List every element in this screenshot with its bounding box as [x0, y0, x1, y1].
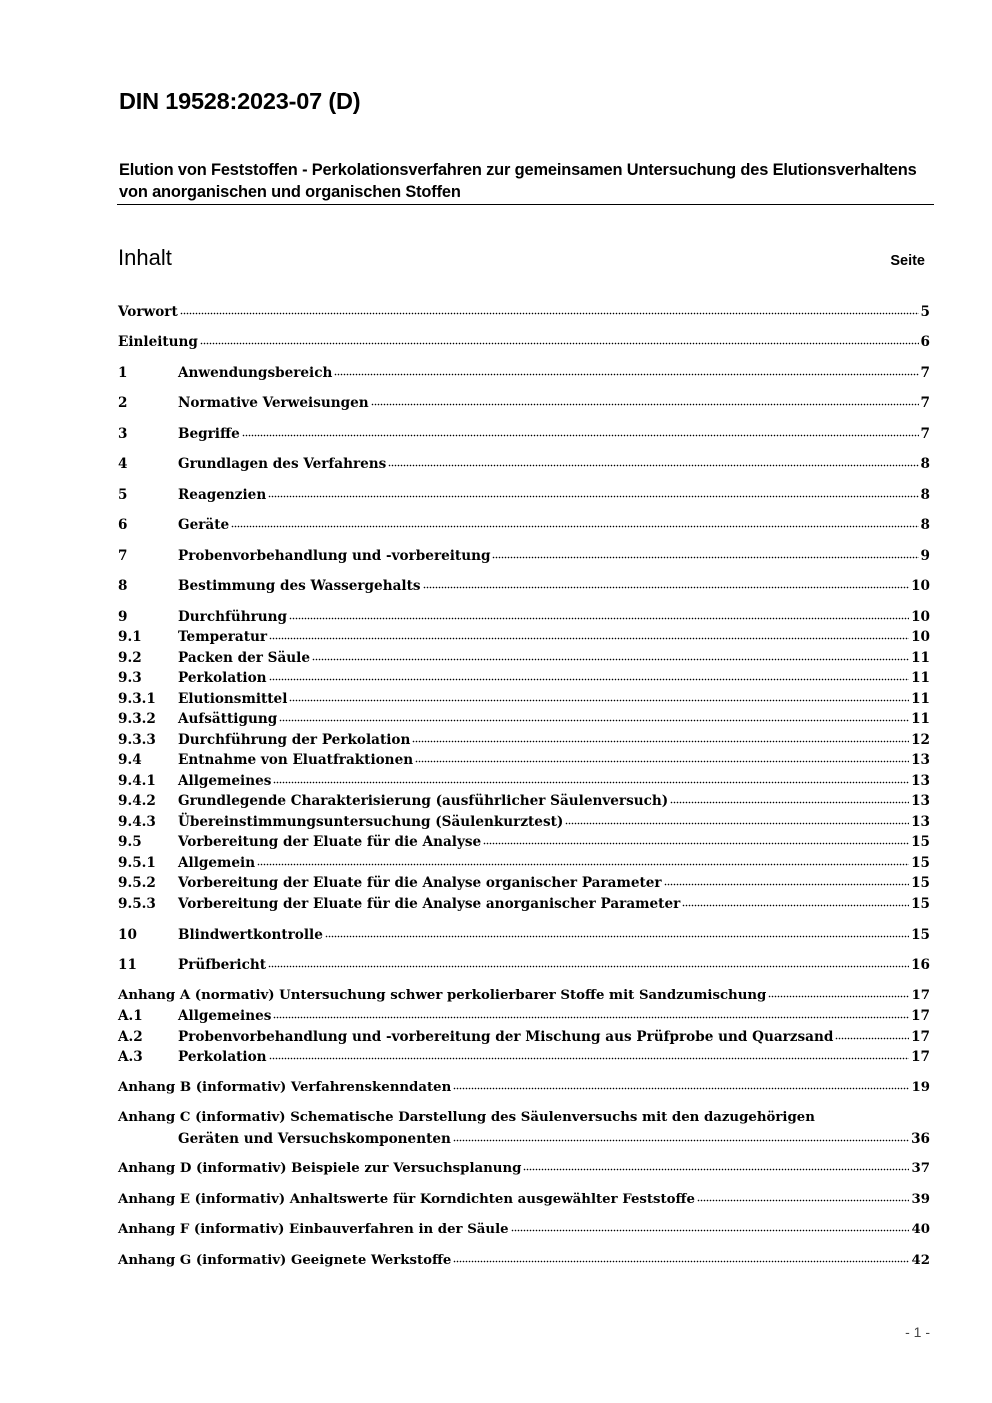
toc-entry-page: 11 [911, 711, 930, 727]
toc-entry-number: 4 [118, 456, 128, 472]
toc-entry[interactable] [178, 1129, 930, 1149]
toc-entry[interactable] [118, 454, 930, 474]
toc-dot-leader [312, 658, 909, 661]
toc-entry-title: Anhang B (informativ) Verfahrenskenndaten [118, 1080, 452, 1095]
toc-entry-title: Reagenzien [178, 487, 267, 503]
toc-entry[interactable] [118, 1159, 930, 1179]
toc-entry-page: 17 [911, 1008, 930, 1024]
toc-dot-leader [200, 342, 919, 345]
toc-entry-number: 8 [118, 578, 128, 594]
toc-entry-number: 11 [118, 957, 137, 973]
toc-entry-number: A.1 [118, 1008, 143, 1024]
toc-entry[interactable] [118, 955, 930, 975]
toc-entry-title: Durchführung der Perkolation [178, 732, 411, 748]
toc-entry-page: 17 [911, 1049, 930, 1065]
toc-entry[interactable] [118, 648, 930, 668]
toc-entry-page: 5 [920, 304, 930, 320]
toc-entry-page: 37 [911, 1161, 930, 1176]
toc-entry[interactable] [118, 424, 930, 444]
toc-entry-page: 10 [911, 629, 930, 645]
toc-entry-page: 7 [920, 426, 930, 442]
toc-entry-page: 17 [911, 1029, 930, 1045]
toc-entry-title: Anhang D (informativ) Beispiele zur Versuchsplanung [118, 1161, 522, 1176]
toc-entry[interactable] [118, 576, 930, 596]
toc-entry-title: Übereinstimmungsuntersuchung (Säulenkurztest) [178, 814, 564, 830]
toc-entry[interactable] [118, 771, 930, 791]
toc-entry-page: 7 [920, 365, 930, 381]
toc-entry-title: Begriffe [178, 426, 240, 442]
toc-dot-leader [371, 403, 919, 406]
toc-entry-page: 6 [920, 334, 930, 350]
toc-dot-leader [565, 822, 909, 825]
toc-dot-leader [664, 883, 909, 886]
toc-dot-leader [423, 586, 910, 589]
toc-entry-page: 15 [911, 927, 930, 943]
toc-dot-leader [289, 699, 909, 702]
toc-entry[interactable] [118, 873, 930, 893]
toc-entry-number: 9.4.3 [118, 814, 156, 830]
toc-entry-number: 3 [118, 426, 128, 442]
toc-dot-leader [412, 740, 909, 743]
toc-entry-page: 11 [911, 670, 930, 686]
toc-entry-title: Allgemeines [178, 1008, 272, 1024]
toc-dot-leader [453, 1087, 909, 1090]
toc-entry-title: Vorbereitung der Eluate für die Analyse anorganischer Parameter [178, 896, 681, 912]
toc-entry[interactable] [118, 986, 930, 1006]
toc-entry-page: 13 [911, 793, 930, 809]
toc-entry-title: Normative Verweisungen [178, 395, 369, 411]
toc-entry[interactable] [118, 485, 930, 505]
toc-entry[interactable] [118, 1220, 930, 1240]
toc-entry-page: 9 [920, 548, 930, 564]
toc-dot-leader [325, 935, 909, 938]
toc-entry-page: 13 [911, 773, 930, 789]
toc-entry-title: Bestimmung des Wassergehalts [178, 578, 421, 594]
toc-entry-title: Allgemein [178, 855, 256, 871]
toc-entry-title: Probenvorbehandlung und -vorbereitung der Mischung aus Prüfprobe und Quarzsand [178, 1029, 834, 1045]
toc-entry-number: 9.2 [118, 650, 142, 666]
toc-entry-page: 15 [911, 896, 930, 912]
toc-entry-page: 13 [911, 814, 930, 830]
toc-entry-number: 9.5 [118, 834, 142, 850]
toc-entry[interactable] [118, 607, 930, 627]
toc-entry-number: 9.3.2 [118, 711, 156, 727]
toc-entry-title: Vorbereitung der Eluate für die Analyse organischer Parameter [178, 875, 662, 891]
toc-entry[interactable] [118, 853, 930, 873]
toc-entry-title: Prüfbericht [178, 957, 267, 973]
toc-dot-leader [768, 995, 909, 998]
toc-entry-title: Perkolation [178, 1049, 267, 1065]
toc-entry-number: 2 [118, 395, 128, 411]
toc-entry-number: 9.5.3 [118, 896, 156, 912]
toc-dot-leader [269, 678, 910, 681]
toc-entry-title: Anhang G (informativ) Geeignete Werkstoffe [118, 1253, 452, 1268]
toc-entry[interactable] [118, 1047, 930, 1067]
toc-dot-leader [697, 1199, 910, 1202]
toc-dot-leader [453, 1139, 909, 1142]
toc-dot-leader [269, 637, 909, 640]
title-divider [117, 204, 934, 205]
toc-entry-page: 11 [911, 691, 930, 707]
toc-entry-page: 40 [911, 1222, 930, 1237]
toc-entry-page: 10 [911, 578, 930, 594]
toc-entry-title: Geräten und Versuchskomponenten [178, 1131, 451, 1147]
toc-entry-title: Anhang F (informativ) Einbauverfahren in der Säule [118, 1222, 509, 1237]
toc-entry-title: Geräte [178, 517, 230, 533]
toc-entry-number: A.2 [118, 1029, 143, 1045]
toc-dot-leader [242, 434, 919, 437]
toc-entry-number: 1 [118, 365, 128, 381]
toc-entry-page: 15 [911, 834, 930, 850]
toc-entry-number: 9.3 [118, 670, 142, 686]
toc-entry-number: 9.5.1 [118, 855, 156, 871]
toc-dot-leader [334, 373, 918, 376]
toc-entry-page: 16 [911, 957, 930, 973]
toc-entry-page: 8 [920, 517, 930, 533]
toc-dot-leader [415, 760, 909, 763]
toc-entry[interactable] [118, 393, 930, 413]
toc-entry-title: Allgemeines [178, 773, 272, 789]
toc-entry-number: 7 [118, 548, 128, 564]
toc-entry-number: 9.4.2 [118, 793, 156, 809]
toc-entry[interactable] [118, 302, 930, 322]
toc-entry-title: Vorwort [118, 304, 178, 320]
toc-entry-title: Anhang C (informativ) Schematische Darstellung des Säulenversuchs mit den dazugehörigen [118, 1110, 815, 1125]
toc-dot-leader [492, 556, 918, 559]
toc-entry[interactable] [118, 546, 930, 566]
toc-entry[interactable] [118, 1251, 930, 1271]
toc-entry-title: Elutionsmittel [178, 691, 288, 707]
toc-entry[interactable] [118, 1108, 930, 1128]
toc-dot-leader [511, 1229, 910, 1232]
toc-entry-title: Packen der Säule [178, 650, 310, 666]
toc-entry-page: 8 [920, 456, 930, 472]
toc-entry[interactable] [118, 515, 930, 535]
toc-entry-page: 17 [911, 988, 930, 1003]
toc-dot-leader [180, 312, 919, 315]
toc-entry-page: 11 [911, 650, 930, 666]
toc-entry-title: Anhang A (normativ) Untersuchung schwer perkolierbarer Stoffe mit Sandzumischung [118, 988, 767, 1003]
toc-entry-page: 13 [911, 752, 930, 768]
toc-entry-page: 39 [911, 1192, 930, 1207]
toc-dot-leader [388, 464, 918, 467]
toc-entry[interactable] [118, 791, 930, 811]
page-number: - 1 - [905, 1324, 930, 1340]
toc-entry-page: 42 [911, 1253, 930, 1268]
toc-entry-page: 10 [911, 609, 930, 625]
toc-entry-title: Vorbereitung der Eluate für die Analyse [178, 834, 482, 850]
toc-dot-leader [682, 904, 909, 907]
toc-entry[interactable] [118, 332, 930, 352]
toc-entry-number: 10 [118, 927, 137, 943]
toc-dot-leader [453, 1260, 909, 1263]
toc-entry-title: Anhang E (informativ) Anhaltswerte für Korndichten ausgewählter Feststoffe [118, 1192, 695, 1207]
toc-entry[interactable] [118, 750, 930, 770]
toc-entry[interactable] [118, 1006, 930, 1026]
toc-entry[interactable] [118, 668, 930, 688]
document-title: DIN 19528:2023-07 (D) [119, 88, 361, 114]
toc-entry-number: 9.1 [118, 629, 142, 645]
toc-entry-number: 9 [118, 609, 128, 625]
toc-entry-title: Durchführung [178, 609, 288, 625]
toc-entry-title: Aufsättigung [178, 711, 278, 727]
toc-entry-number: 6 [118, 517, 128, 533]
toc-dot-leader [273, 781, 909, 784]
toc-entry-page: 15 [911, 855, 930, 871]
toc-entry-title: Anwendungsbereich [178, 365, 333, 381]
toc-entry[interactable] [118, 832, 930, 852]
toc-entry-number: 9.4.1 [118, 773, 156, 789]
toc-entry[interactable] [118, 894, 930, 914]
toc-entry[interactable] [118, 627, 930, 647]
toc-entry[interactable] [118, 1190, 930, 1210]
toc-entry-title: Grundlagen des Verfahrens [178, 456, 387, 472]
toc-dot-leader [670, 801, 909, 804]
toc-entry[interactable] [118, 730, 930, 750]
toc-entry[interactable] [118, 363, 930, 383]
toc-page-column-label: Seite [890, 253, 925, 269]
toc-entry-page: 12 [911, 732, 930, 748]
toc-entry-title: Grundlegende Charakterisierung (ausführlicher Säulenversuch) [178, 793, 669, 809]
toc-entry-number: 5 [118, 487, 128, 503]
toc-entry-number: 9.4 [118, 752, 142, 768]
toc-entry[interactable] [118, 689, 930, 709]
document-subtitle: Elution von Feststoffen - Perkolationsverfahren zur gemeinsamen Untersuchung des Elutionsverhaltens von anorganischen und organischen Stoffen [119, 161, 917, 201]
toc-dot-leader [289, 617, 909, 620]
toc-entry-number: 9.5.2 [118, 875, 156, 891]
toc-entry-page: 15 [911, 875, 930, 891]
toc-dot-leader [231, 525, 918, 528]
toc-dot-leader [483, 842, 909, 845]
toc-entry-title: Einleitung [118, 334, 198, 350]
toc-entry-title: Entnahme von Eluatfraktionen [178, 752, 414, 768]
toc-entry-number: 9.3.1 [118, 691, 156, 707]
toc-entry[interactable] [118, 812, 930, 832]
toc-dot-leader [268, 495, 918, 498]
toc-entry[interactable] [118, 1078, 930, 1098]
toc-entry-number: A.3 [118, 1049, 143, 1065]
toc-entry[interactable] [118, 709, 930, 729]
toc-dot-leader [268, 965, 909, 968]
toc-entry[interactable] [118, 925, 930, 945]
toc-entry-page: 7 [920, 395, 930, 411]
toc-entry[interactable] [118, 1027, 930, 1047]
toc-dot-leader [523, 1168, 909, 1171]
toc-dot-leader [835, 1037, 909, 1040]
toc-dot-leader [279, 719, 909, 722]
toc-entry-number: 9.3.3 [118, 732, 156, 748]
toc-entry-title: Blindwertkontrolle [178, 927, 323, 943]
toc-heading: Inhalt [118, 245, 172, 270]
toc-entry-title: Perkolation [178, 670, 267, 686]
toc-dot-leader [257, 863, 909, 866]
toc-entry-title: Temperatur [178, 629, 268, 645]
toc-entry-page: 19 [911, 1080, 930, 1095]
toc-dot-leader [273, 1016, 909, 1019]
toc-entry-page: 36 [911, 1131, 930, 1147]
toc-dot-leader [269, 1057, 910, 1060]
toc-entry-title: Probenvorbehandlung und -vorbereitung [178, 548, 491, 564]
toc-entry-page: 8 [920, 487, 930, 503]
